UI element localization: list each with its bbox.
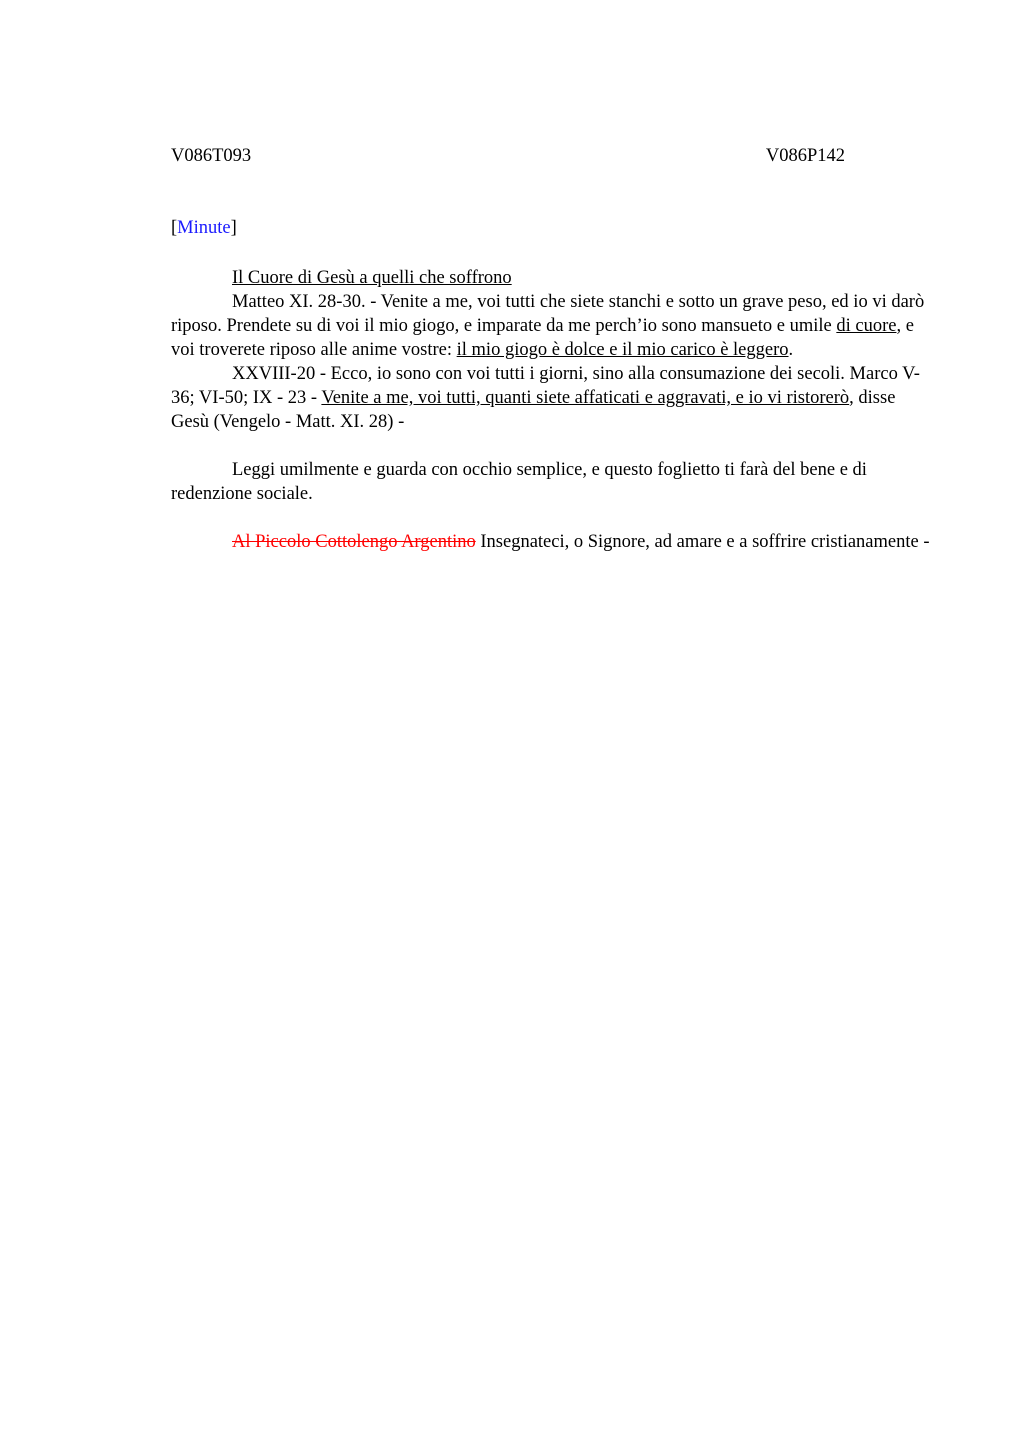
underlined-text: di cuore bbox=[836, 316, 897, 336]
bracket-close: ] bbox=[230, 218, 237, 238]
minute-link[interactable]: Minute bbox=[177, 218, 231, 238]
paragraph-text: Matteo XI. 28-30. - Venite a me, voi tutti che siete stanchi e sotto un grave peso, ed io vi darò riposo. Prendete su di voi il mio giogo, e imparate da me perch’io sono mansueto e umile bbox=[171, 292, 925, 336]
paragraph-text: . bbox=[788, 340, 794, 360]
document-body bbox=[171, 266, 931, 554]
document-code-left: V086T093 bbox=[171, 146, 252, 166]
deleted-text: Al Piccolo Cottolengo Argentino bbox=[232, 532, 476, 552]
underlined-text: il mio giogo è dolce e il mio carico è leggero bbox=[456, 340, 789, 360]
paragraph-xxviii bbox=[171, 362, 931, 434]
paragraph-text: XXVIII-20 - Ecco, io sono con voi tutti i giorni, sino alla consumazione dei secoli. Marco V-36; VI-50; IX - 23 - bbox=[171, 364, 920, 408]
paragraph-insegnateci bbox=[171, 530, 931, 554]
bracket-open: [ bbox=[171, 218, 178, 238]
title-text: Il Cuore di Gesù a quelli che soffrono bbox=[232, 268, 512, 288]
paragraph-text: , e voi troverete riposo alle anime vostre: bbox=[171, 316, 914, 360]
document-header bbox=[171, 146, 845, 170]
paragraph-gap bbox=[171, 434, 931, 458]
paragraph-text: Insegnateci, o Signore, ad amare e a soffrire cristianamente - bbox=[475, 532, 930, 552]
paragraph-text: Leggi umilmente e guarda con occhio semplice, e questo foglietto ti farà del bene e di redenzione sociale. bbox=[171, 460, 867, 504]
paragraph-gap bbox=[171, 506, 931, 530]
document-code-right: V086P142 bbox=[765, 146, 845, 166]
underlined-text: Venite a me, voi tutti, quanti siete affaticati e aggravati, e io vi ristorerò bbox=[321, 388, 850, 408]
paragraph-matteo bbox=[171, 290, 931, 362]
paragraph-leggi bbox=[171, 458, 931, 506]
section-label bbox=[171, 218, 237, 239]
document-title bbox=[171, 266, 931, 290]
paragraph-text: , disse Gesù (Vengelo - Matt. XI. 28) - bbox=[171, 388, 896, 432]
